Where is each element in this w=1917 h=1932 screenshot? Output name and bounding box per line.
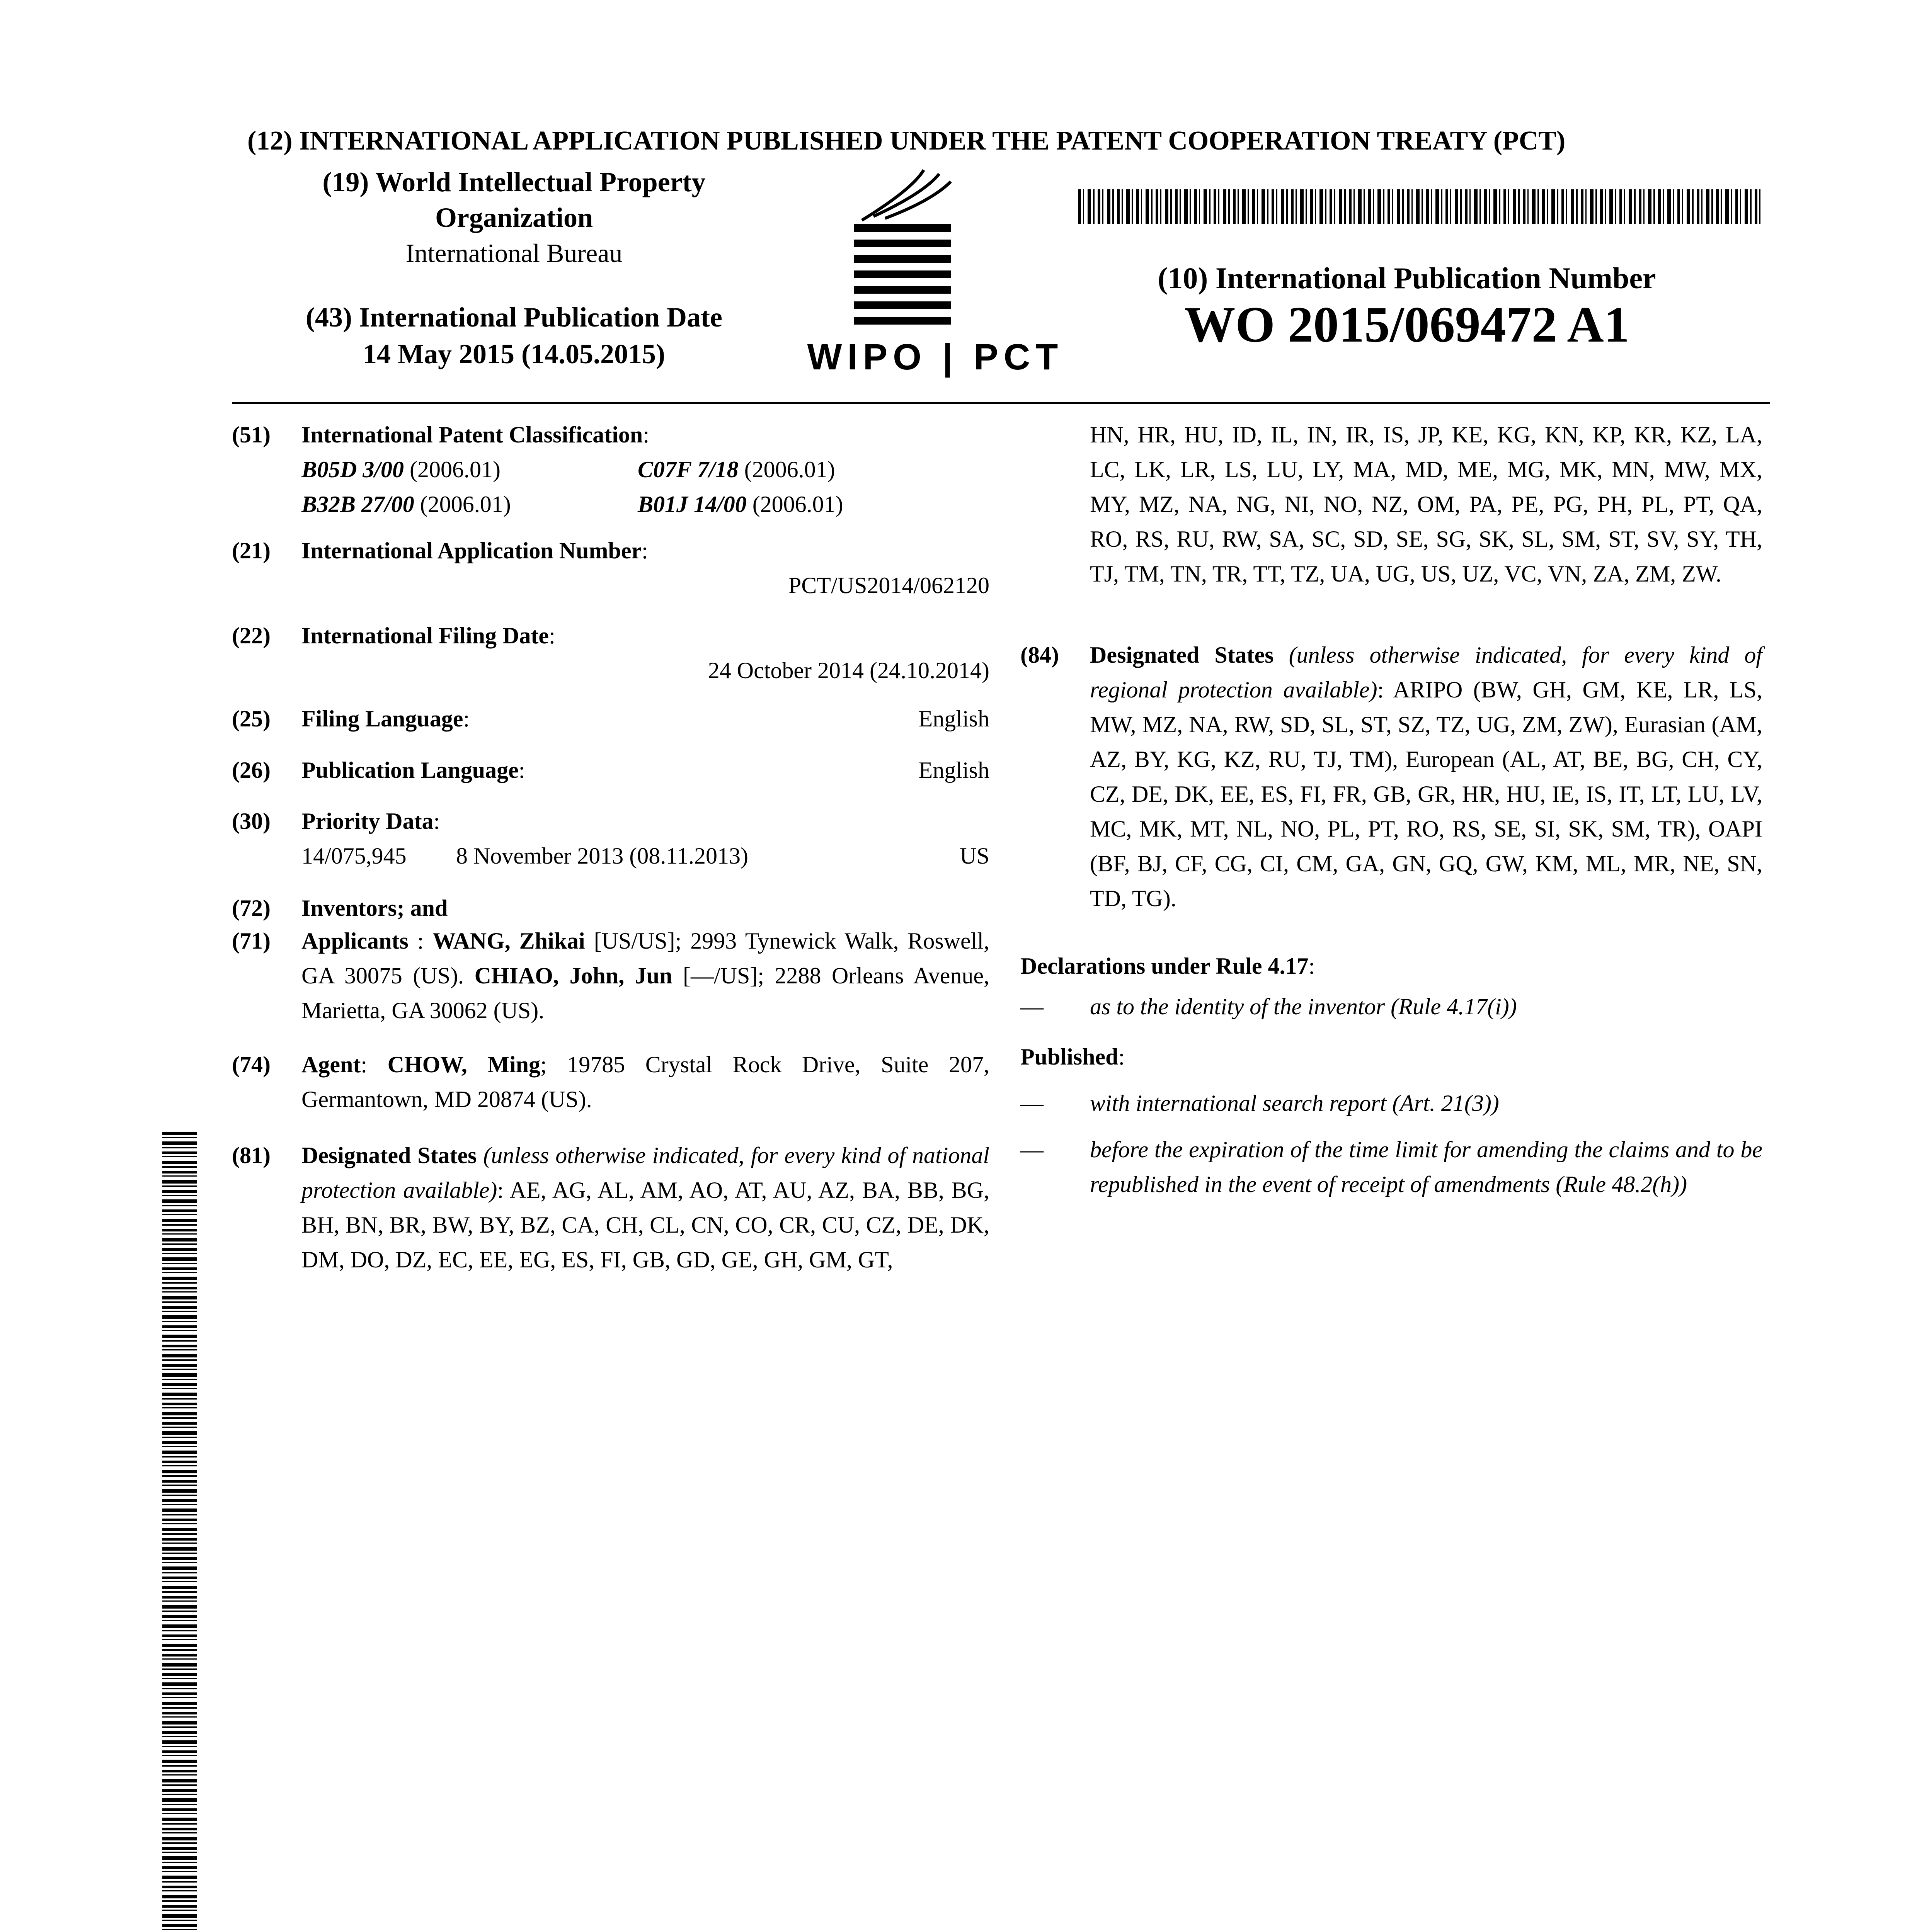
office-bureau: International Bureau bbox=[405, 238, 623, 268]
field-label: Publication Language bbox=[301, 757, 519, 783]
field-label: Designated States bbox=[1090, 642, 1274, 668]
section-25-body bbox=[301, 701, 989, 736]
dash: — bbox=[1020, 994, 1044, 1019]
publication-number-label: (10) International Publication Number bbox=[1158, 261, 1656, 295]
applicant-address: [US/US]; 2993 Tynewick Walk, Roswell, GA 30075 (US). bbox=[301, 928, 989, 988]
agent-name: CHOW, Ming bbox=[387, 1052, 540, 1077]
section-21-body bbox=[301, 533, 989, 603]
header-top-line: (12) INTERNATIONAL APPLICATION PUBLISHED UNDER THE PATENT COOPERATION TREATY (PCT) bbox=[247, 126, 1566, 156]
published-item bbox=[1020, 1086, 1762, 1122]
section-22 bbox=[232, 618, 989, 692]
published-text: with international search report (Art. 21(3)) bbox=[1090, 1090, 1499, 1116]
section-30 bbox=[232, 804, 989, 877]
section-number: (81) bbox=[232, 1143, 271, 1168]
section-71 bbox=[232, 923, 989, 1032]
published-heading bbox=[1020, 1039, 1762, 1076]
top-barcode bbox=[1078, 189, 1762, 224]
colon: : bbox=[497, 1177, 504, 1203]
field-label: International Application Number bbox=[301, 538, 642, 563]
section-number: (26) bbox=[232, 757, 271, 783]
section-81-body bbox=[301, 1138, 989, 1277]
section-number: (72) bbox=[232, 895, 271, 921]
section-number: (22) bbox=[232, 623, 271, 648]
applicant-address: [—/US]; 2288 Orleans Avenue, Marietta, GA 30062 (US). bbox=[301, 963, 990, 1023]
field-label: Declarations under Rule 4.17 bbox=[1020, 953, 1309, 979]
colon: : bbox=[1118, 1044, 1125, 1070]
priority-application: 14/075,945 bbox=[301, 843, 407, 869]
designated-states-list: ARIPO (BW, GH, GM, KE, LR, LS, MW, MZ, NA, RW, SD, SL, ST, SZ, TZ, UG, ZM, ZW), Eurasian (AM, AZ, BY, KG, KZ, RU, TJ, TM), European (AL, AT, BE, BG, CH, CY, CZ, DE, DK, EE, ES, FI, FR, GB, GR, HR, HU, IE, IS, IT, LT, LU, LV, MC, MK, MT, NL, NO, PL, PT, RO, RS, SE, SI, SK, SM, TR), OAPI (BF, BJ, CF, CG, CI, CM, GA, GN, GQ, GW, KM, ML, MR, NE, SN, TD, TG). bbox=[1090, 677, 1762, 911]
colon: : bbox=[518, 757, 525, 783]
applicant-name: CHIAO, John, Jun bbox=[474, 963, 672, 988]
declaration-item bbox=[1020, 989, 1762, 1026]
section-21 bbox=[232, 533, 989, 607]
field-label: Priority Data bbox=[301, 808, 434, 834]
header-divider bbox=[232, 402, 1770, 404]
section-number: (30) bbox=[232, 808, 271, 834]
ipc-year: (2006.01) bbox=[738, 457, 835, 482]
section-71-body bbox=[301, 923, 989, 1028]
publication-number-value: WO 2015/069472 A1 bbox=[1184, 296, 1629, 353]
ipc-code: B01J 14/00 bbox=[638, 492, 747, 517]
section-number: (21) bbox=[232, 538, 271, 563]
colon: : bbox=[433, 808, 440, 834]
applicant-name: WANG, Zhikai bbox=[432, 928, 585, 954]
declaration-text: as to the identity of the inventor (Rule 4.17(i)) bbox=[1090, 994, 1517, 1019]
ipc-year: (2006.01) bbox=[746, 492, 843, 517]
section-84 bbox=[1020, 638, 1762, 931]
section-number: (84) bbox=[1020, 642, 1059, 668]
application-number: PCT/US2014/062120 bbox=[788, 573, 989, 598]
field-label: Designated States bbox=[301, 1143, 477, 1168]
filing-language: English bbox=[918, 706, 989, 731]
section-72 bbox=[232, 891, 989, 927]
ipc-code: B05D 3/00 bbox=[301, 457, 404, 482]
wipo-emblem-icon bbox=[796, 166, 1074, 336]
dash: — bbox=[1020, 1090, 1044, 1116]
section-74 bbox=[232, 1047, 989, 1121]
office-name bbox=[271, 164, 758, 235]
field-label: Filing Language bbox=[301, 706, 463, 731]
section-51-body bbox=[301, 417, 989, 522]
section-30-body bbox=[301, 804, 989, 873]
ipc-code: B32B 27/00 bbox=[301, 492, 414, 517]
agent-address: ; 19785 Crystal Rock Drive, Suite 207, Germantown, MD 20874 (US). bbox=[301, 1052, 989, 1112]
filing-date: 24 October 2014 (24.10.2014) bbox=[708, 658, 989, 683]
colon: : bbox=[642, 538, 648, 563]
side-barcode bbox=[162, 1132, 197, 1932]
section-81-continued bbox=[1090, 417, 1762, 611]
section-number: (71) bbox=[232, 928, 271, 954]
colon: : bbox=[361, 1052, 367, 1077]
ipc-year: (2006.01) bbox=[404, 457, 501, 482]
field-label: International Patent Classification bbox=[301, 422, 643, 447]
colon: : bbox=[463, 706, 470, 731]
section-84-body bbox=[1090, 638, 1762, 916]
publication-language: English bbox=[918, 757, 989, 783]
designated-states-list: AE, AG, AL, AM, AO, AT, AU, AZ, BA, BB, BG, BH, BN, BR, BW, BY, BZ, CA, CH, CL, CN, CO, CR, CU, CZ, DE, DK, DM, DO, DZ, EC, EE, EG, ES, FI, GB, GD, GE, GH, GM, GT, bbox=[301, 1177, 989, 1272]
office-name-line1: (19) World Intellectual Property bbox=[322, 167, 706, 197]
section-number: (74) bbox=[232, 1052, 271, 1077]
section-74-body bbox=[301, 1047, 989, 1117]
priority-date: 8 November 2013 (08.11.2013) bbox=[456, 843, 748, 869]
section-25 bbox=[232, 701, 989, 738]
dash: — bbox=[1020, 1137, 1044, 1162]
field-label: Applicants bbox=[301, 928, 409, 954]
publication-date-value: 14 May 2015 (14.05.2015) bbox=[363, 338, 665, 369]
office-name-line2: Organization bbox=[435, 202, 593, 233]
field-label: Inventors; and bbox=[301, 895, 448, 921]
field-qualifier: (unless otherwise indicated, for every kind of national protection available) bbox=[301, 1143, 990, 1203]
section-22-body bbox=[301, 618, 989, 688]
colon: : bbox=[1308, 953, 1315, 979]
wipo-logo bbox=[796, 166, 1074, 383]
colon: : bbox=[549, 623, 555, 648]
section-number: (51) bbox=[232, 422, 271, 447]
ipc-code: C07F 7/18 bbox=[638, 457, 739, 482]
wipo-pct-wordmark: WIPO | PCT bbox=[807, 337, 1064, 378]
priority-country: US bbox=[960, 843, 989, 869]
designated-states-list: HN, HR, HU, ID, IL, IN, IR, IS, JP, KE, KG, KN, KP, KR, KZ, LA, LC, LK, LR, LS, LU, LY, MA, MD, ME, MG, MK, MN, MW, MX, MY, MZ, NA, NG, NI, NO, NZ, OM, PA, PE, PG, PH, PL, PT, QA, RO, RS, RU, RW, SA, SC, SD, SE, SG, SK, SL, SM, ST, SV, SY, TH, TJ, TM, TN, TR, TT, TZ, UA, UG, US, UZ, VC, VN, ZA, ZM, ZW. bbox=[1090, 422, 1762, 587]
colon: : bbox=[643, 422, 649, 447]
separator: : bbox=[408, 928, 433, 954]
section-72-body bbox=[301, 891, 989, 925]
publication-date-label: (43) International Publication Date bbox=[306, 302, 722, 333]
section-51 bbox=[232, 417, 989, 526]
colon: : bbox=[1377, 677, 1384, 702]
section-81 bbox=[232, 1138, 989, 1323]
ipc-year: (2006.01) bbox=[414, 492, 511, 517]
section-26-body bbox=[301, 753, 989, 787]
field-qualifier: (unless otherwise indicated, for every kind of regional protection available) bbox=[1090, 642, 1763, 702]
section-number: (25) bbox=[232, 706, 271, 731]
section-26 bbox=[232, 753, 989, 789]
field-label: Agent bbox=[301, 1052, 361, 1077]
declarations-heading bbox=[1020, 949, 1762, 985]
published-text: before the expiration of the time limit for amending the claims and to be republished in the event of receipt of amendments (Rule 48.2(h)) bbox=[1090, 1137, 1762, 1197]
field-label: International Filing Date bbox=[301, 623, 549, 648]
published-item bbox=[1020, 1132, 1762, 1244]
field-label: Published bbox=[1020, 1044, 1119, 1070]
